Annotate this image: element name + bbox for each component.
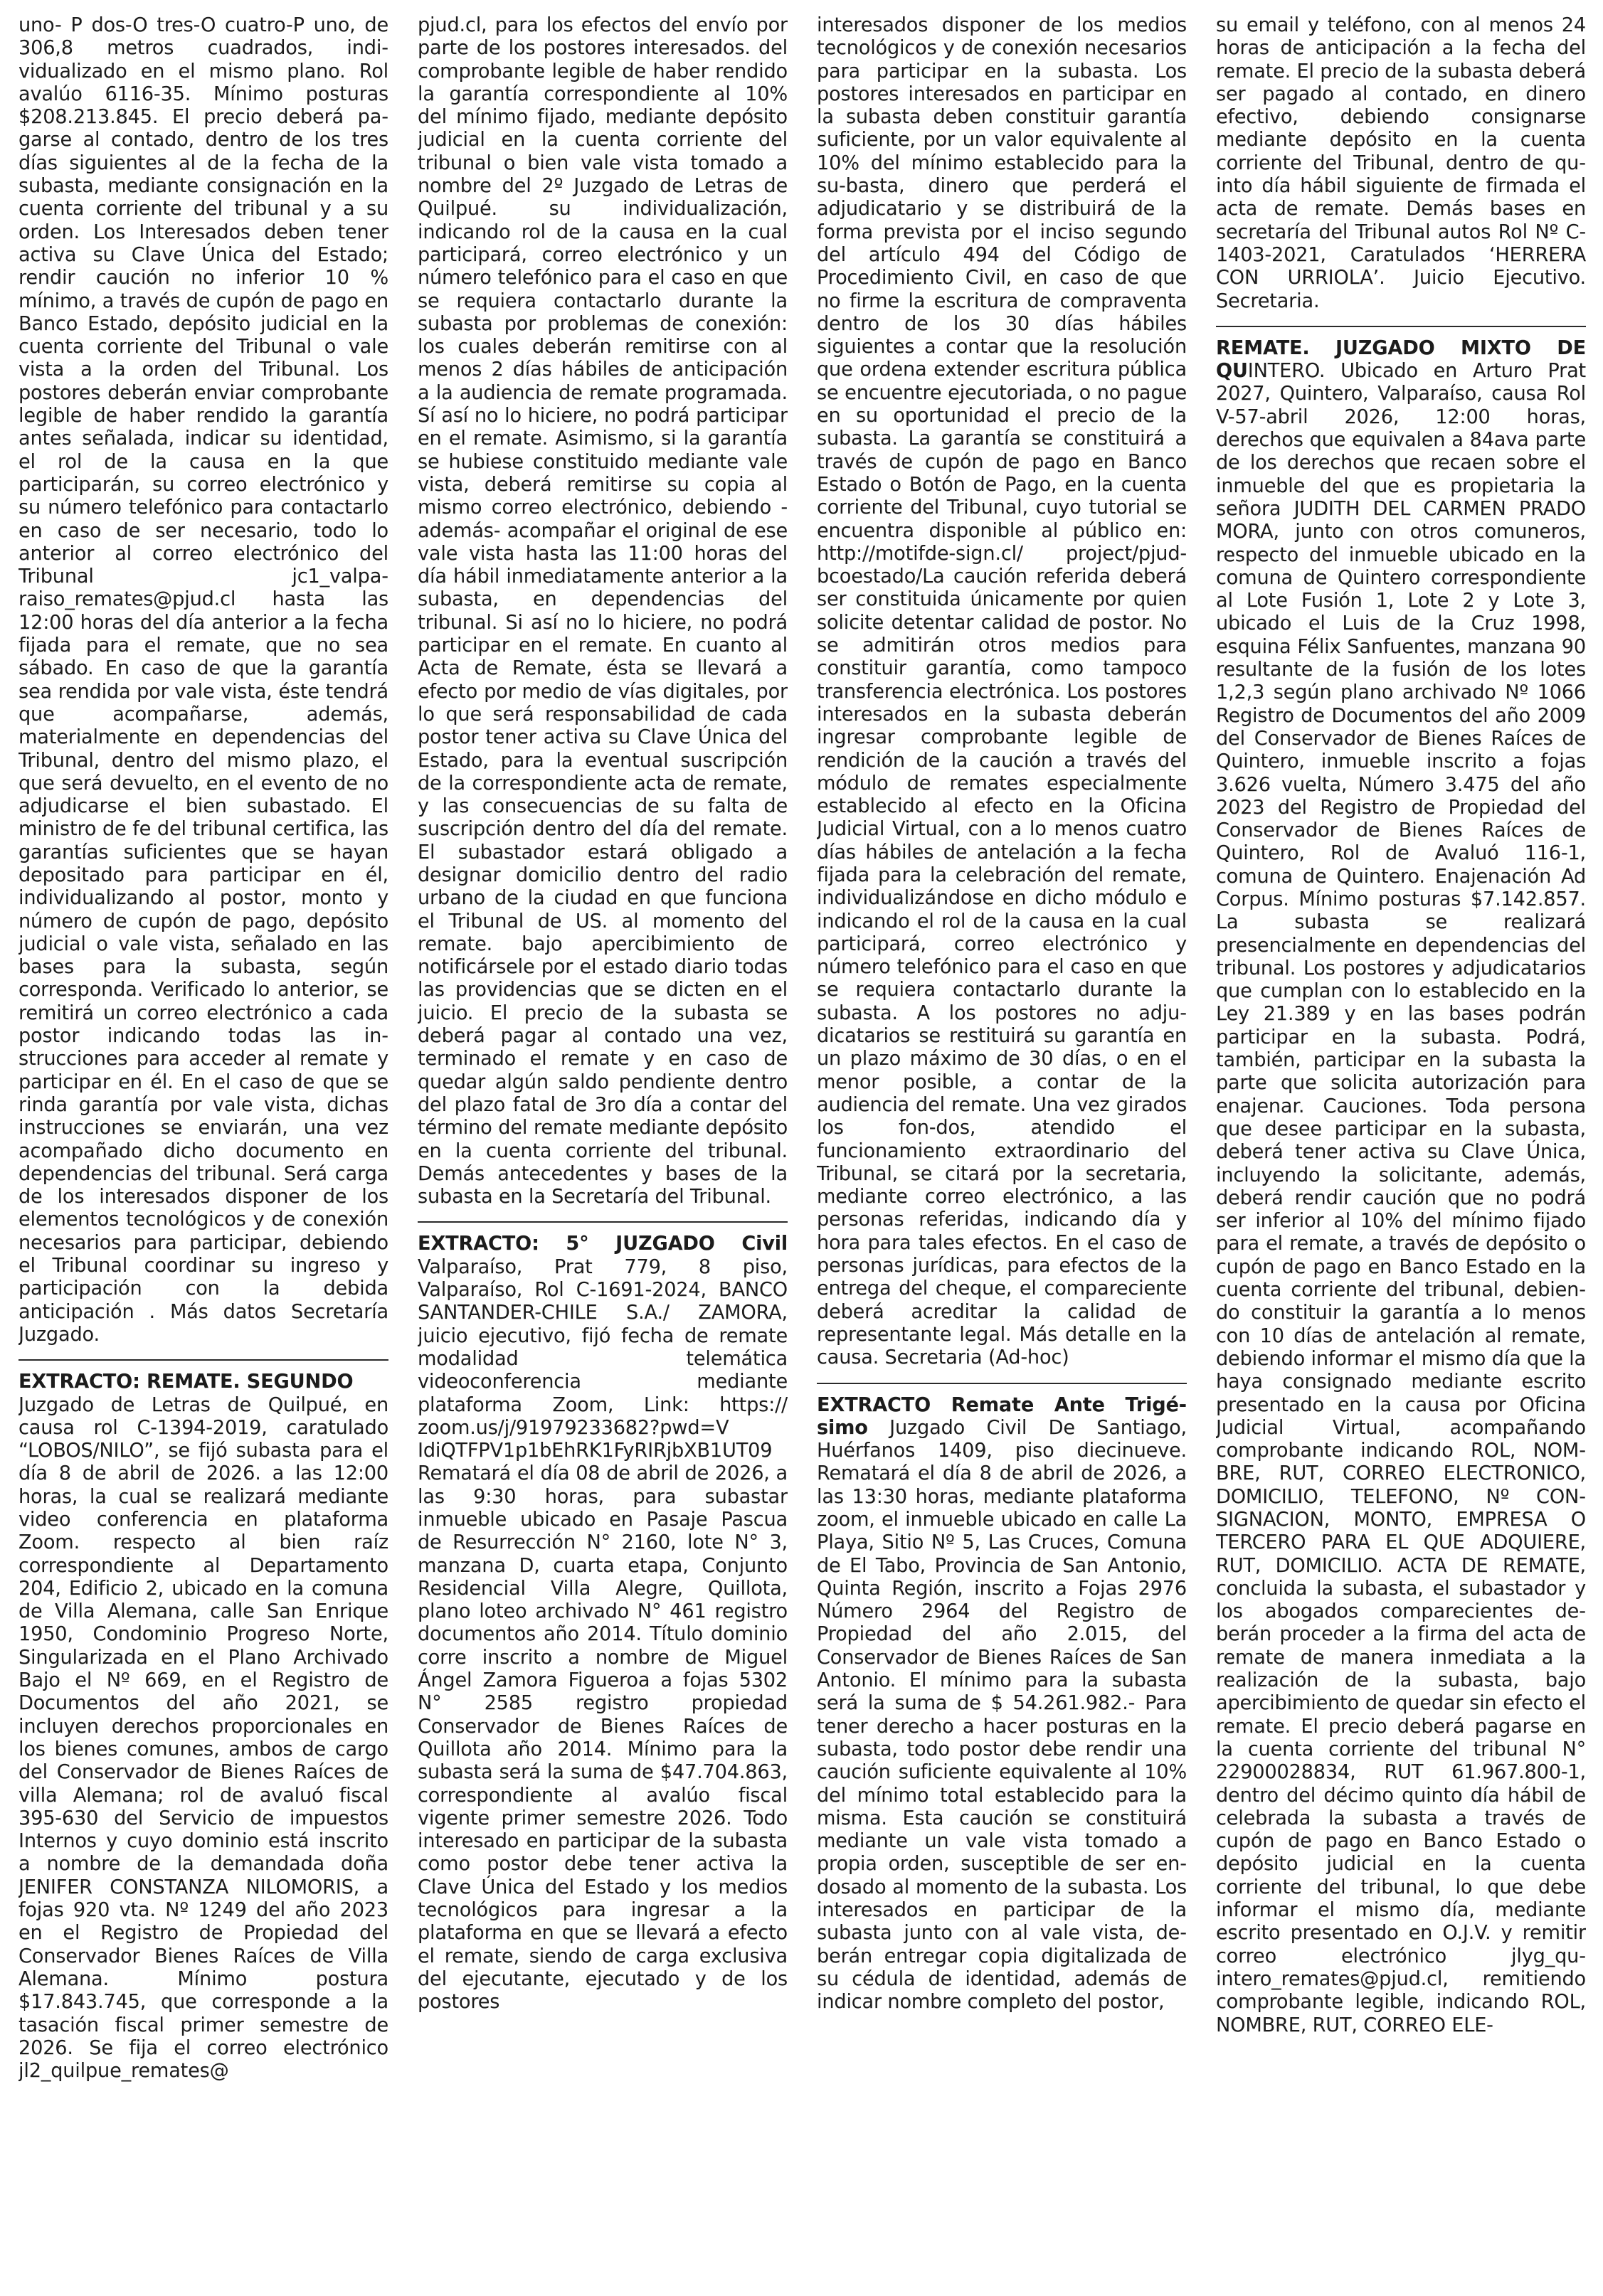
notice-body: Juzgado de Letras de Quilpué, en causa rol C-1394-2019, caratulado “LOBOS/NILO”, se fijó subasta para el día 8 de abril de 2026. a las 12:00 horas, la cual se realizará mediante video conferencia en plataforma Zoom. respecto al bien raíz correspondiente al Departamento 204, Edificio 2, ubicado en la comuna de Villa Alemana, calle San Enrique 1950, Condominio Progreso Norte, Singularizada en el Plano Archivado Bajo el Nº 669, en el Registro de Documentos del año 2021, se incluyen derechos proporcionales en los bienes comunes, ambos de cargo del Conservador de Bienes Raíces de villa Alemana; rol de avaluó fiscal 395-630 del Servicio de impuestos Internos y cuyo dominio está inscrito a nombre de la demandada doña JENIFER CONSTANZA NILOMORIS, a fojas 920 vta. Nº 1249 del año 2023 en el Registro de Propiedad del Conservador Bienes Raíces de Villa Alemana. Mínimo postura $17.843.745, que corresponde a la tasación fiscal primer semestre de 2026. Se fija el correo electrónico jl2_quilpue_remates@: [18, 1393, 388, 2083]
notice-heading: REMATE. JUZGADO MIXTO DE QU: [1216, 336, 1586, 383]
newspaper-page: [18, 14, 1588, 2283]
notice-body: su email y teléfono, con al menos 24 horas de anticipación a la fecha del remate. El precio de la subasta deberá ser pagado al contado, en dinero efectivo, debiendo consignarse mediante depósito en la cuenta corriente del Tribunal, dentro de quinto día hábil siguiente de firmada el acta de remate. Demás bases en secretaría del Tribunal autos Rol Nº C-1403-2021, Caratulados ‘HERRERA CON URRIOLA’. Juicio Ejecutivo. Secretaria.: [1216, 14, 1586, 312]
column-rule: [18, 1359, 388, 1361]
notice-body: pjud.cl, para los efectos del envío por parte de los postores interesados. del comprobante legible de haber rendido la garantía correspondiente al 10% del mínimo fijado, mediante depósito judicial en la cuenta corriente del tribunal o bien vale vista tomado a nombre del 2º Juzgado de Letras de Quilpué. su individualización, indicando rol de la causa en la cual participará, correo electrónico y un número telefónico para el caso en que se requiera contactarlo durante la subasta por problemas de conexión: los cuales deberán remitirse con al menos 2 días hábiles de anticipación a la audiencia de remate programada. Sí así no lo hiciere, no podrá participar en el remate. Asimismo, si la garantía se hubiese constituido mediante vale vista, deberá remitirse su copia al mismo correo electrónico, debiendo - además- acompañar el original de ese vale vista hasta las 11:00 horas del día hábil inmediatamente anterior a la subasta, en dependencias del tribunal. Si así no lo hiciere, no podrá participar en el remate. En cuanto al Acta de Remate, ésta se llevará a efecto por medio de vías digitales, por lo que será responsabilidad de cada postor tener activa su Clave Única del Estado, para la eventual suscripción de la correspondiente acta de remate, y las consecuencias de su falta de suscripción dentro del día del remate. El subastador estará obligado a designar domicilio dentro del radio urbano de la ciudad en que funciona el Tribunal de US. al momento del remate. bajo apercibimiento de notificársele por el estado diario todas las providencias que se dicten en el juicio. El precio de la subasta se deberá pagar al contado una vez, terminado el remate y en caso de quedar algún saldo pendiente dentro del plazo fatal de 3ro día a contar del término del remate mediante depósito en la cuenta corriente del tribunal. Demás antecedentes y bases de la subasta en la Secretaría del Tribunal.: [418, 14, 788, 1208]
notice-5-juzgado-civil: [418, 1233, 788, 2014]
notice-continuation: [817, 14, 1187, 1370]
column-3: [817, 14, 1187, 2283]
notice-continuation: [418, 14, 788, 1208]
notice-heading: EXTRACTO: REMATE. SEGUNDO: [18, 1371, 354, 1393]
column-2: [418, 14, 788, 2283]
notice-text: [1216, 14, 1586, 313]
notice-remate-quintero: [1216, 337, 1586, 2037]
notice-continuation: [1216, 14, 1586, 313]
notice-body: uno- P dos-O tres-O cuatro-P uno, de 306,8 metros cuadrados, individualizado en el mismo plano. Rol avalúo 6116-35. Mínimo posturas $208.213.845. El precio deberá pagarse al contado, dentro de los tres días siguientes al de la fecha de la subasta, mediante consignación en la cuenta corriente del tribunal y a su orden. Los Interesados deben tener activa su Clave Única del Estado; rendir caución no inferior 10 % mínimo, a través de cupón de pago en Banco Estado, depósito judicial en la cuenta corriente del Tribunal o vale vista a la orden del Tribunal. Los postores deberán enviar comprobante legible de haber rendido la garantía antes señalada, indicar su identidad, el rol de la causa en la que participarán, su correo electrónico y su número telefónico para contactarlo en caso de ser necesario, todo lo anterior al correo electrónico del Tribunal jc1_valparaiso_remates@pjud.cl hasta las 12:00 horas del día anterior a la fecha fijada para el remate, que no sea sábado. En caso de que la garantía sea rendida por vale vista, éste tendrá que acompañarse, además, materialmente en dependencias del Tribunal, dentro del mismo plazo, el que será devuelto, en el evento de no adjudicarse el bien subastado. El ministro de fe del tribunal certifica, las garantías suficientes que se hayan depositado para participar en él, individualizando al postor, monto y número de cupón de pago, depósito judicial o vale vista, señalado en las bases para la subasta, según corresponda. Verificado lo anterior, se remitirá un correo electrónico a cada postor indicando todas las instrucciones para acceder al remate y participar en él. En el caso de que se rinda garantía por vale vista, dichas instrucciones se enviarán, una vez acompañado dicho documento en dependencias del tribunal. Será carga de los interesados disponer de los elementos tecnológicos y de conexión necesarios para participar, debiendo el Tribunal coordinar su ingreso y participación con la debida anticipación . Más datos Secretaría Juzgado.: [18, 14, 388, 1346]
column-4: [1216, 14, 1586, 2283]
notice-remate-trigesimo: [817, 1394, 1187, 2014]
notice-text: [18, 14, 388, 1346]
column-rule: [418, 1221, 788, 1223]
notice-body: interesados disponer de los medios tecnológicos y de conexión necesarios para participar en la subasta. Los postores interesados en participar en la subasta deben constituir garantía suficiente, por un valor equivalente al 10% del mínimo establecido para la su-basta, dinero que perderá el adjudicatario y se distribuirá de la forma prevista por el inciso segundo del artículo 494 del Código de Procedimiento Civil, en caso de que no firme la escritura de compraventa dentro de los 30 días hábiles siguientes a contar que la resolución que ordena extender escritura pública se encuentre ejecutoriada, o no pague en su oportunidad el precio de la subasta. La garantía se constituirá a través de cupón de pago en Banco Estado o Botón de Pago, en la cuenta corriente del Tribunal, cuyo tutorial se encuentra disponible al público en: http://motifde-sign.cl/ project/pjud-bcoestado/La caución referida deberá ser constituida únicamente por quien solicite detentar calidad de postor. No se admitirán otros medios para constituir garantía, como tampoco transferencia electrónica. Los postores interesados en la subasta deberán ingresar comprobante legible de rendición de la caución a través del módulo de remates especialmente establecido al efecto en la Oficina Judicial Virtual, con a lo menos cuatro días hábiles de antelación a la fecha fijada para la celebración del remate, individualizándose en dicho módulo e indicando el rol de la causa en la cual participará, correo electrónico y número telefónico para el caso en que se requiera contactarlo durante la subasta. A los postores no adjudicatarios se restituirá su garantía en un plazo máximo de 30 días, o en el menor posible, a contar de la audiencia del remate. Una vez girados los fon-dos, atendido el funcionamiento extraordinario del Tribunal, se citará por la secretaria, mediante correo electrónico, a las personas referidas, indicando día y hora para tales efectos. En el caso de personas jurídicas, para efectos de la entrega del cheque, el compareciente deberá acreditar la calidad de representante legal. Más detalle en la causa. Secretaria (Ad-hoc): [817, 14, 1187, 1369]
column-rule: [1216, 326, 1586, 327]
notice-body: INTERO. Ubicado en Arturo Prat 2027, Quintero, Valparaíso, causa Rol V-57-abril 2026, 12:00 horas, derechos que equivalen a 84ava parte de los derechos que recaen sobre el inmueble del que es propietaria la señora JUDITH DEL CARMEN PRADO MORA, junto con otros comuneros, respecto del inmueble ubicado en la comuna de Quintero correspondiente al Lote Fusión 1, Lote 2 y Lote 3, ubicado el Luis de la Cruz 1998, esquina Félix Sanfuentes, manzana 90 resultante de la fusión de los lotes 1,2,3 según plano archivado Nº 1066 Registro de Documentos del año 2009 del Conservador de Bienes Raíces de Quintero, inmueble inscrito a fojas 3.626 vuelta, Número 3.475 del año 2023 del Registro de Propiedad del Conservador de Bienes Raíces de Quintero, Rol de Avaluó 116-1, comuna de Quintero. Enajenación Ad Corpus. Mínimo posturas $7.142.857. La subasta se realizará presencialmente en dependencias del tribunal. Los postores y adjudicatarios que cumplan con lo establecido en la Ley 21.389 y en las bases podrán participar en la subasta. Podrá, también, participar en la subasta la parte que solicita autorización para enajenar. Cauciones. Toda persona que desee participar en la subasta, deberá tener activa su Clave Única, incluyendo la solicitante, además, deberá rendir caución que no podrá ser inferior al 10% del mínimo fijado para el remate, a través de depósito o cupón de pago en Banco Estado en la cuenta corriente del tribunal, debiendo constituir la garantía a lo menos con 10 días de antelación al remate, debiendo informar el mismo día que la haya consignado mediante escrito presentado en la causa por Oficina Judicial Virtual, acompañando comprobante indicando ROL, NOMBRE, RUT, CORREO ELECTRONICO, DOMICILIO, TELEFONO, Nº CONSIGNACION, MONTO, EMPRESA O TERCERO PARA EL QUE ADQUIERE, RUT, DOMICILIO. ACTA DE REMATE, concluida la subasta, el subastador y los abogados comparecientes deberán proceder a la firma del acta de remate de manera inmediata a la realización de la subasta, bajo apercibimiento de quedar sin efecto el remate. El precio deberá pagarse en la cuenta corriente del tribunal N° 22900028834, RUT 61.967.800-1, dentro del décimo quinto día hábil de celebrada la subasta a través de cupón de pago en Banco Estado o depósito judicial en la cuenta corriente del tribunal, lo que debe informar el mismo día, mediante escrito presentado en O.J.V. y remitir correo electrónico jlyg_quintero_remates@pjud.cl, remitiendo comprobante legible, indicando ROL, NOMBRE, RUT, CORREO ELE-: [1216, 360, 1586, 2036]
column-1: [18, 14, 388, 2283]
notice-text: [18, 1371, 388, 2083]
notice-continuation: [18, 14, 388, 1346]
notice-text: [418, 1233, 788, 2014]
notice-remate-quilpue: [18, 1371, 388, 2083]
notice-body: Valparaíso, Prat 779, 8 piso, Valparaíso, Rol C-1691-2024, BANCO SANTANDER-CHILE S.A./ ZAMORA, juicio ejecutivo, fijó fecha de remate modalidad telemática videoconferencia mediante plataforma Zoom, Link: https:// zoom.us/j/91979233682?pwd=V IdiQTFPV1p1bEhRK1FyRIRjbXB1UT09 Rematará el día 08 de abril de 2026, a las 9:30 horas, para subastar inmueble ubicado en Pasaje Pascua de Resurrección N° 2160, lote N° 3, manzana D, cuarta etapa, Conjunto Residencial Villa Alegre, Quillota, plano loteo archivado N° 461 registro documentos año 2014. Título dominio corre inscrito a nombre de Miguel Ángel Zamora Figueroa a fojas 5302 N° 2585 registro propiedad Conservador de Bienes Raíces de Quillota año 2014. Mínimo para la subasta será la suma de $47.704.863, correspondiente al avalúo fiscal vigente primer semestre 2026. Todo interesado en participar de la subasta como postor debe tener activa la Clave Única del Estado y los medios tecnológicos para ingresar a la plataforma en que se llevará a efecto el remate, siendo de carga exclusiva del ejecutante, ejecutado y de los postores: [418, 1255, 788, 2014]
notice-text: [817, 14, 1187, 1370]
notice-text: [418, 14, 788, 1208]
notice-body: Juzgado Civil De Santiago, Huérfanos 1409, piso diecinueve. Rematará el día 8 de abril de 2026, a las 13:30 horas, mediante plataforma zoom, el inmueble ubicado en calle La Playa, Sitio Nº 5, Las Cruces, Comuna de El Tabo, Provincia de San Antonio, Quinta Región, inscrito a Fojas 2976 Número 2964 del Registro de Propiedad del año 2.015, del Conservador de Bienes Raíces de San Antonio. El mínimo para la subasta será la suma de $ 54.261.982.- Para tener derecho a hacer posturas en la subasta, todo postor debe rendir una caución suficiente equivalente al 10% del mínimo total establecido para la misma. Esta caución se constituirá mediante un vale vista tomado a propia orden, susceptible de ser endosado al momento de la subasta. Los interesados en participar de la subasta junto con al vale vista, deberán entregar copia digitalizada de su cédula de identidad, además de indicar nombre completo del postor,: [817, 1416, 1187, 2014]
notice-heading: EXTRACTO Remate Ante Trigésimo: [817, 1393, 1187, 1439]
notice-heading: EXTRACTO: 5° JUZGADO Civil: [418, 1233, 788, 1255]
notice-text: [1216, 337, 1586, 2037]
notice-text: [817, 1394, 1187, 2014]
column-rule: [817, 1383, 1187, 1384]
